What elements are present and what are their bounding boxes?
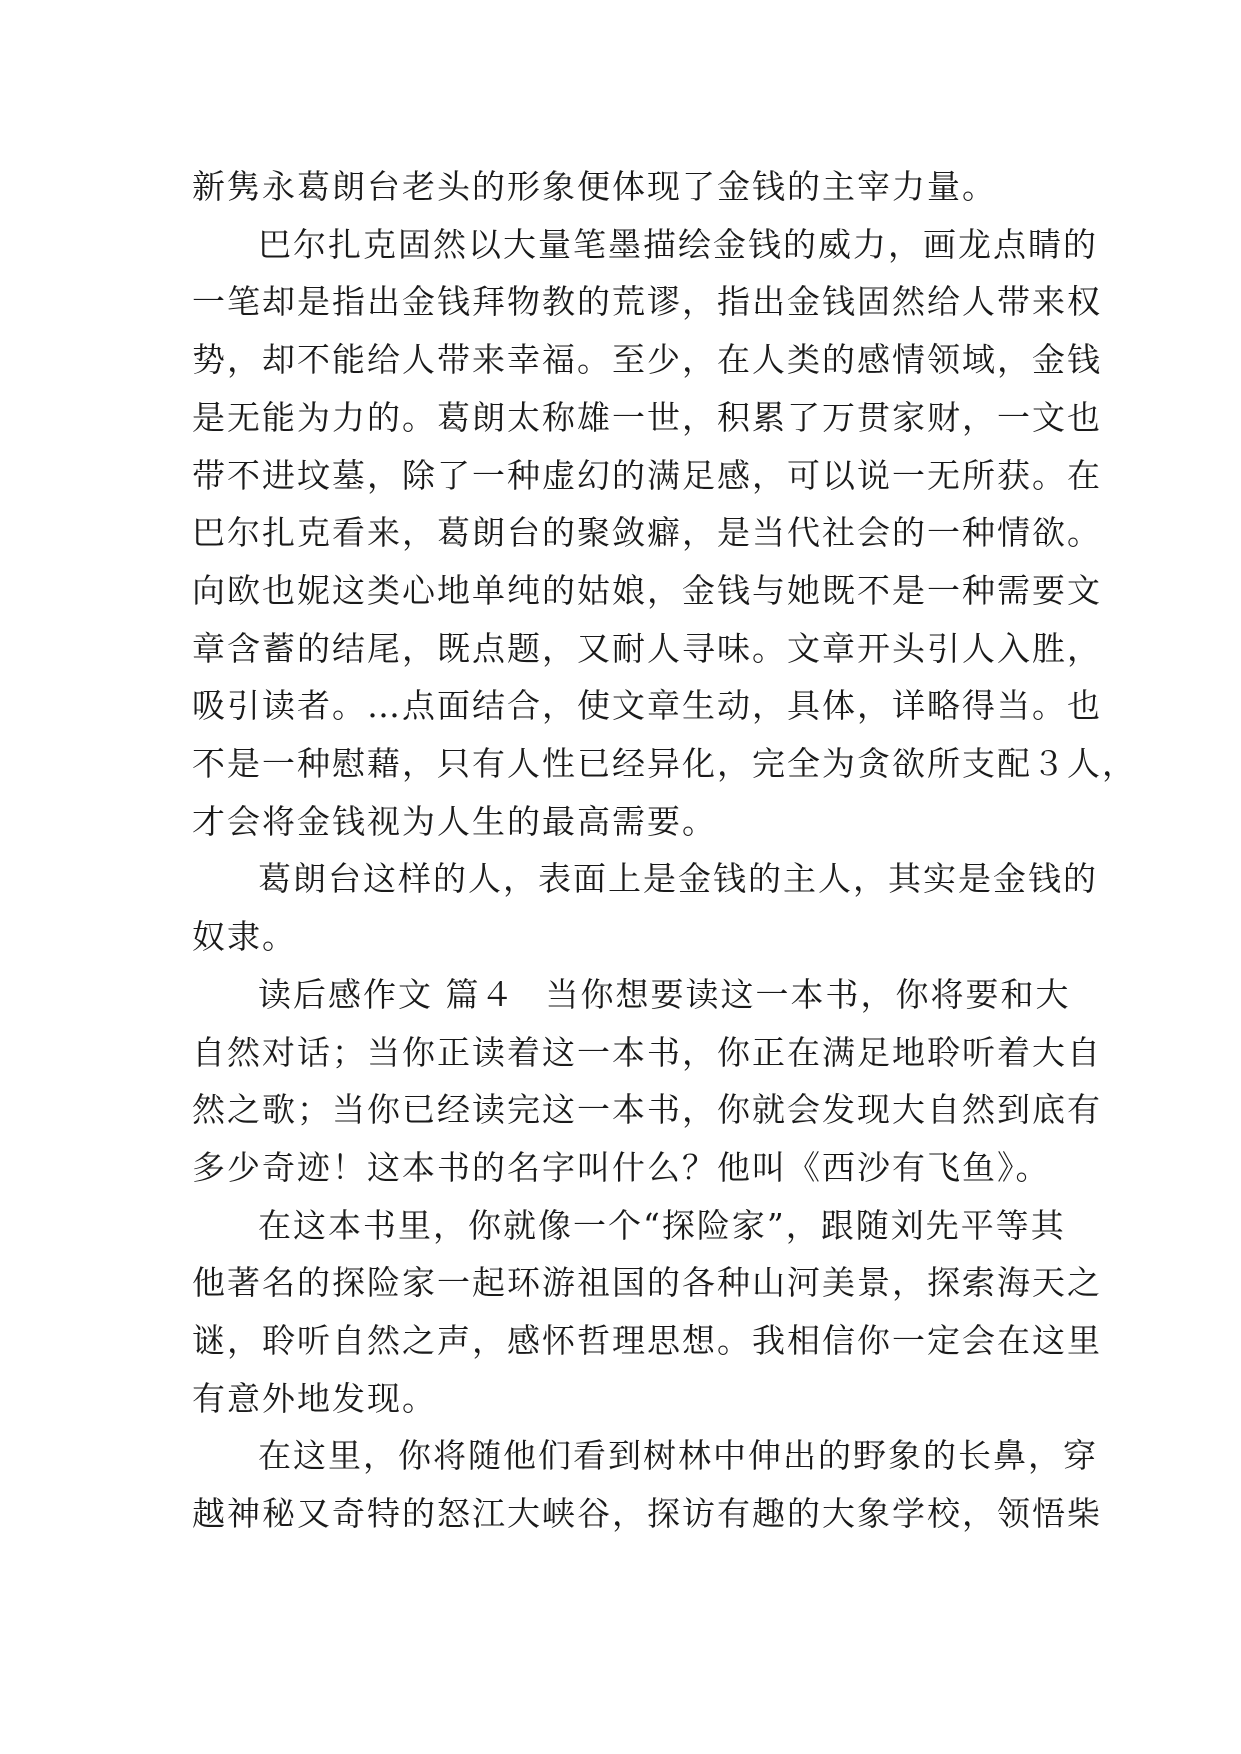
section-heading: 读后感作文 篇４: [258, 974, 516, 1014]
text-line: 吸引读者。…点面结合，使文章生动，具体，详略得当。也: [192, 686, 1102, 726]
text-line: 葛朗台这样的人，表面上是金钱的主人，其实是金钱的: [258, 859, 1098, 899]
text-line: 新隽永葛朗台老头的形象便体现了金钱的主宰力量。: [192, 167, 997, 206]
text-line: 在这里，你将随他们看到树林中伸出的野象的长鼻，穿: [258, 1436, 1098, 1476]
text-line: 他著名的探险家一起环游祖国的各种山河美景，探索海天之: [192, 1263, 1102, 1303]
text-line: 带不进坟墓，除了一种虚幻的满足感，可以说一无所获。在: [192, 455, 1102, 495]
text-line: 越神秘又奇特的怒江大峡谷，探访有趣的大象学校，领悟柴: [192, 1494, 1102, 1534]
text-line: 有意外地发现。: [192, 1378, 437, 1418]
text-line: 然之歌；当你已经读完这一本书，你就会发现大自然到底有: [192, 1090, 1102, 1130]
text-line: 向欧也妮这类心地单纯的姑娘，金钱与她既不是一种需要文: [192, 570, 1102, 610]
text-line: 一笔却是指出金钱拜物教的荒谬，指出金钱固然给人带来权: [192, 282, 1102, 322]
text-line: 谜，聆听自然之声，感怀哲理思想。我相信你一定会在这里: [192, 1321, 1102, 1361]
text-line: 才会将金钱视为人生的最高需要。: [192, 801, 717, 841]
body-text: [192, 158, 1137, 1543]
text-line: 势，却不能给人带来幸福。至少，在人类的感情领域，金钱: [192, 340, 1102, 380]
text-line: 巴尔扎克看来，葛朗台的聚敛癖，是当代社会的一种情欲。: [192, 513, 1102, 553]
section-line: [192, 966, 1072, 1024]
text-line: 奴隶。: [192, 917, 297, 957]
text-line: 多少奇迹！这本书的名字叫什么？他叫《西沙有飞鱼》。: [192, 1147, 1051, 1187]
text-line: 不是一种慰藉，只有人性已经异化，完全为贪欲所支配３人，: [192, 744, 1137, 784]
text-line: 在这本书里，你就像一个“探险家”，跟随刘先平等其: [258, 1205, 1066, 1245]
text-line: 是无能为力的。葛朗太称雄一世，积累了万贯家财，一文也: [192, 397, 1102, 437]
text-line: 当你想要读这一本书，你将要和大: [545, 974, 1071, 1014]
text-line: 巴尔扎克固然以大量笔墨描绘金钱的威力，画龙点睛的: [258, 224, 1098, 264]
text-line: 自然对话；当你正读着这一本书，你正在满足地聆听着大自: [192, 1032, 1102, 1072]
text-line: 章含蓄的结尾，既点题，又耐人寻味。文章开头引人入胜，: [192, 628, 1102, 668]
